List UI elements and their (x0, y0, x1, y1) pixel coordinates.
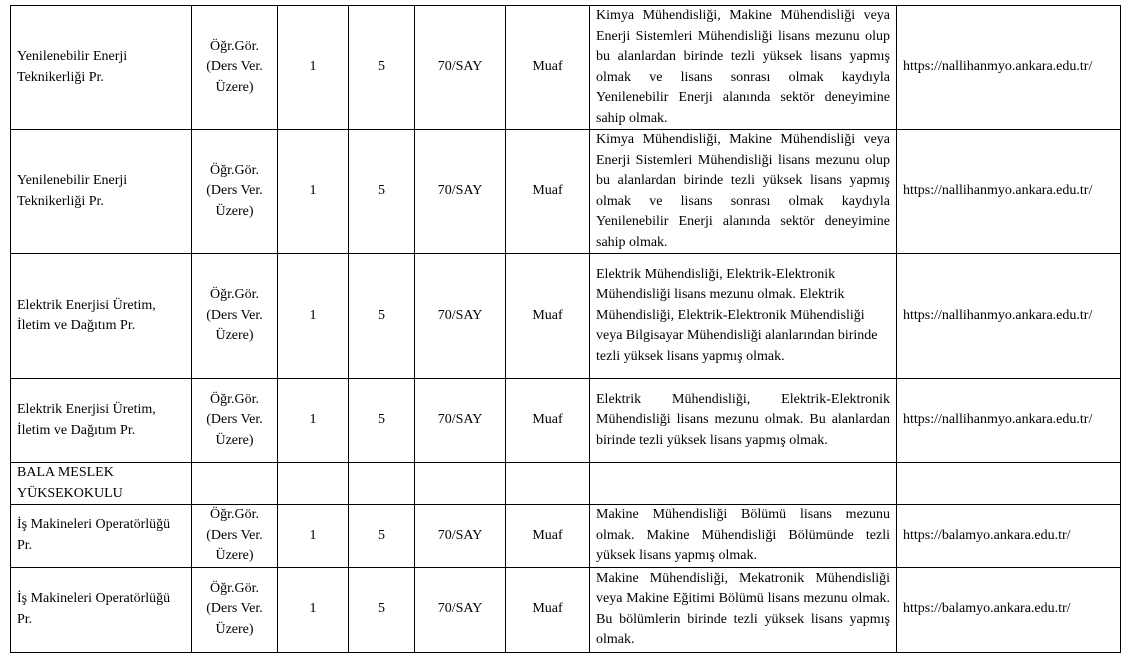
ales-cell: Muaf (506, 505, 590, 568)
empty-cell (506, 463, 590, 505)
title-line: (Ders Ver. (206, 183, 263, 199)
table-row (11, 6, 1121, 130)
program-cell: Elektrik Enerjisi Üretim, İletim ve Dağıtım Pr. (11, 379, 192, 463)
score-cell: 70/SAY (415, 130, 506, 254)
empty-cell (349, 463, 415, 505)
ales-cell: Muaf (506, 6, 590, 130)
empty-cell (415, 463, 506, 505)
title-line: Öğr.Gör. (210, 38, 259, 54)
title-line: Üzere) (215, 79, 254, 95)
ales-cell: Muaf (506, 379, 590, 463)
title-cell (192, 505, 278, 568)
title-line: Üzere) (215, 548, 254, 563)
empty-cell (590, 463, 897, 505)
title-line: Üzere) (215, 432, 254, 448)
table-row (11, 379, 1121, 463)
table-row (11, 130, 1121, 254)
title-cell (192, 254, 278, 379)
program-cell: Elektrik Enerjisi Üretim, İletim ve Dağıtım Pr. (11, 254, 192, 379)
score-cell: 70/SAY (415, 6, 506, 130)
ales-cell: Muaf (506, 567, 590, 652)
count-cell: 1 (278, 254, 349, 379)
positions-table (10, 5, 1121, 653)
url-cell: https://nallihanmyo.ankara.edu.tr/ (897, 6, 1121, 130)
table-row (11, 567, 1121, 652)
degree-cell: 5 (349, 505, 415, 568)
title-cell (192, 567, 278, 652)
table-row (11, 254, 1121, 379)
url-cell: https://nallihanmyo.ankara.edu.tr/ (897, 130, 1121, 254)
title-line: Üzere) (215, 621, 254, 637)
program-cell: Yenilenebilir Enerji Teknikerliği Pr. (11, 6, 192, 130)
title-line: Öğr.Gör. (210, 507, 259, 522)
count-cell: 1 (278, 379, 349, 463)
requirement-cell: Elektrik Mühendisliği, Elektrik-Elektronik Mühendisliği lisans mezunu olmak. Bu alanlardan birinde tezli yüksek lisans yapmış olmak. (590, 379, 897, 463)
title-line: (Ders Ver. (206, 412, 263, 428)
ales-cell: Muaf (506, 130, 590, 254)
title-line: Öğr.Gör. (210, 580, 259, 596)
count-cell: 1 (278, 567, 349, 652)
table-row (11, 505, 1121, 568)
title-cell (192, 379, 278, 463)
title-line: Üzere) (215, 203, 254, 219)
url-cell: https://balamyo.ankara.edu.tr/ (897, 505, 1121, 568)
empty-cell (897, 463, 1121, 505)
degree-cell: 5 (349, 567, 415, 652)
ales-cell: Muaf (506, 254, 590, 379)
title-line: Öğr.Gör. (210, 162, 259, 178)
title-line: Öğr.Gör. (210, 391, 259, 407)
title-cell (192, 6, 278, 130)
url-cell: https://nallihanmyo.ankara.edu.tr/ (897, 254, 1121, 379)
degree-cell: 5 (349, 254, 415, 379)
requirement-cell: Elektrik Mühendisliği, Elektrik-Elektronik Mühendisliği lisans mezunu olmak. Elektrik Mühendisliği, Elektrik-Elektronik Mühendisliği veya Bilgisayar Mühendisliği alanlarından birinde tezli yüksek lisans yapmış olmak. (590, 254, 897, 379)
empty-cell (278, 463, 349, 505)
section-row (11, 463, 1121, 505)
degree-cell: 5 (349, 379, 415, 463)
score-cell: 70/SAY (415, 567, 506, 652)
requirement-cell: Makine Mühendisliği Bölümü lisans mezunu olmak. Makine Mühendisliği Bölümünde tezli yüksek lisans yapmış olmak. (590, 505, 897, 568)
requirement-cell: Kimya Mühendisliği, Makine Mühendisliği veya Enerji Sistemleri Mühendisliği lisans mezunu olup bu alanlardan birinde tezli yüksek lisans yapmış olmak ve lisans sonrası olmak kaydıyla Yenilenebilir Enerji alanında sektör deneyimine sahip olmak. (590, 130, 897, 254)
count-cell: 1 (278, 6, 349, 130)
program-cell: İş Makineleri Operatörlüğü Pr. (11, 567, 192, 652)
degree-cell: 5 (349, 130, 415, 254)
url-cell: https://nallihanmyo.ankara.edu.tr/ (897, 379, 1121, 463)
requirement-cell: Makine Mühendisliği, Mekatronik Mühendisliği veya Makine Eğitimi Bölümü lisans mezunu olmak. Bu bölümlerin birinde tezli yüksek lisans yapmış olmak. (590, 567, 897, 652)
title-cell (192, 130, 278, 254)
title-line: Üzere) (215, 328, 254, 344)
score-cell: 70/SAY (415, 254, 506, 379)
url-cell: https://balamyo.ankara.edu.tr/ (897, 567, 1121, 652)
title-line: Öğr.Gör. (210, 287, 259, 303)
title-line: (Ders Ver. (206, 59, 263, 75)
title-line: (Ders Ver. (206, 601, 263, 617)
score-cell: 70/SAY (415, 505, 506, 568)
degree-cell: 5 (349, 6, 415, 130)
count-cell: 1 (278, 505, 349, 568)
program-cell: Yenilenebilir Enerji Teknikerliği Pr. (11, 130, 192, 254)
requirement-cell: Kimya Mühendisliği, Makine Mühendisliği veya Enerji Sistemleri Mühendisliği lisans mezunu olup bu alanlardan birinde tezli yüksek lisans yapmış olmak ve lisans sonrası olmak kaydıyla Yenilenebilir Enerji alanında sektör deneyimine sahip olmak. (590, 6, 897, 130)
count-cell: 1 (278, 130, 349, 254)
title-line: (Ders Ver. (206, 307, 263, 323)
score-cell: 70/SAY (415, 379, 506, 463)
section-title: BALA MESLEK YÜKSEKOKULU (11, 463, 192, 505)
program-cell: İş Makineleri Operatörlüğü Pr. (11, 505, 192, 568)
empty-cell (192, 463, 278, 505)
title-line: (Ders Ver. (206, 527, 263, 543)
